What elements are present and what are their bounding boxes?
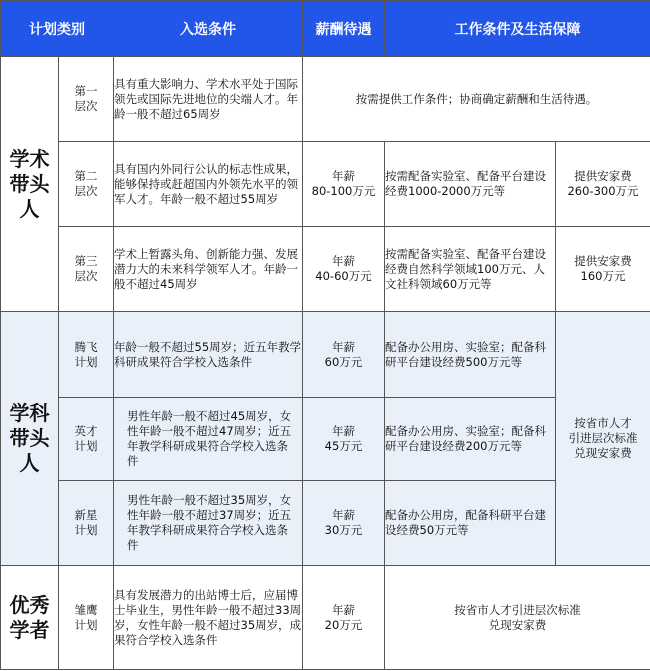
merged-support-text: 按需提供工作条件；协商确定薪酬和生活待遇。 [303, 57, 650, 142]
condition-text: 男性年龄一般不超过35周岁，女性年龄一般不超过37周岁；近五年教学科研成果符合学校入选条件 [114, 481, 303, 566]
table-row [1, 57, 650, 142]
level-name: 新星 计划 [59, 481, 114, 566]
salary-text: 年薪 40-60万元 [303, 227, 385, 312]
work-conditions-text: 配备办公用房、实验室；配备科研平台建设经费200万元等 [385, 398, 556, 481]
condition-text: 具有重大影响力、学术水平处于国际领先或国际先进地位的尖端人才。年龄一般不超过65周岁 [114, 57, 303, 142]
table-header [1, 1, 650, 57]
condition-text: 年龄一般不超过55周岁；近五年教学科研成果符合学校入选条件 [114, 312, 303, 398]
table-row [1, 312, 650, 398]
level-name: 雏鹰 计划 [59, 566, 114, 670]
housing-text: 提供安家费 260-300万元 [556, 142, 650, 227]
category-discipline-leader: 学科 带头 人 [1, 312, 59, 566]
salary-text: 年薪 30万元 [303, 481, 385, 566]
table-row [1, 142, 650, 227]
table-row [1, 227, 650, 312]
header-salary: 薪酬待遇 [303, 1, 385, 57]
table-row [1, 481, 650, 566]
salary-text: 年薪 60万元 [303, 312, 385, 398]
table-row [1, 398, 650, 481]
level-name: 第二 层次 [59, 142, 114, 227]
merged-support-text: 按省市人才引进层次标准 兑现安家费 [385, 566, 650, 670]
work-conditions-text: 按需配备实验室、配备平台建设经费自然科学领域100万元、人文社科领域60万元等 [385, 227, 556, 312]
condition-text: 具有国内外同行公认的标志性成果，能够保持或赶超国内外领先水平的领军人才。年龄一般不超过55周岁 [114, 142, 303, 227]
salary-text: 年薪 45万元 [303, 398, 385, 481]
work-conditions-text: 配备办公用房，配备科研平台建设经费50万元等 [385, 481, 556, 566]
level-name: 英才 计划 [59, 398, 114, 481]
work-conditions-text: 按需配备实验室、配备平台建设经费1000-2000万元等 [385, 142, 556, 227]
condition-text: 学术上暂露头角、创新能力强、发展潜力大的未来科学领军人才。年龄一般不超过45周岁 [114, 227, 303, 312]
housing-text: 提供安家费 160万元 [556, 227, 650, 312]
header-category: 计划类别 [1, 1, 114, 57]
table-row [1, 566, 650, 670]
category-outstanding-scholar: 优秀 学者 [1, 566, 59, 670]
level-name: 腾飞 计划 [59, 312, 114, 398]
salary-text: 年薪 80-100万元 [303, 142, 385, 227]
work-conditions-text: 配备办公用房、实验室；配备科研平台建设经费500万元等 [385, 312, 556, 398]
condition-text: 男性年龄一般不超过45周岁，女性年龄一般不超过47周岁；近五年教学科研成果符合学校入选条件 [114, 398, 303, 481]
header-condition: 入选条件 [114, 1, 303, 57]
shared-housing-text: 按省市人才 引进层次标准 兑现安家费 [556, 312, 650, 566]
header-conditions-support: 工作条件及生活保障 [385, 1, 650, 57]
level-name: 第三 层次 [59, 227, 114, 312]
category-academic-leader: 学术 带头 人 [1, 57, 59, 312]
condition-text: 具有发展潜力的出站博士后，应届博士毕业生，男性年龄一般不超过33周岁，女性年龄一般不超过35周岁，成果符合学校入选条件 [114, 566, 303, 670]
salary-text: 年薪 20万元 [303, 566, 385, 670]
level-name: 第一 层次 [59, 57, 114, 142]
